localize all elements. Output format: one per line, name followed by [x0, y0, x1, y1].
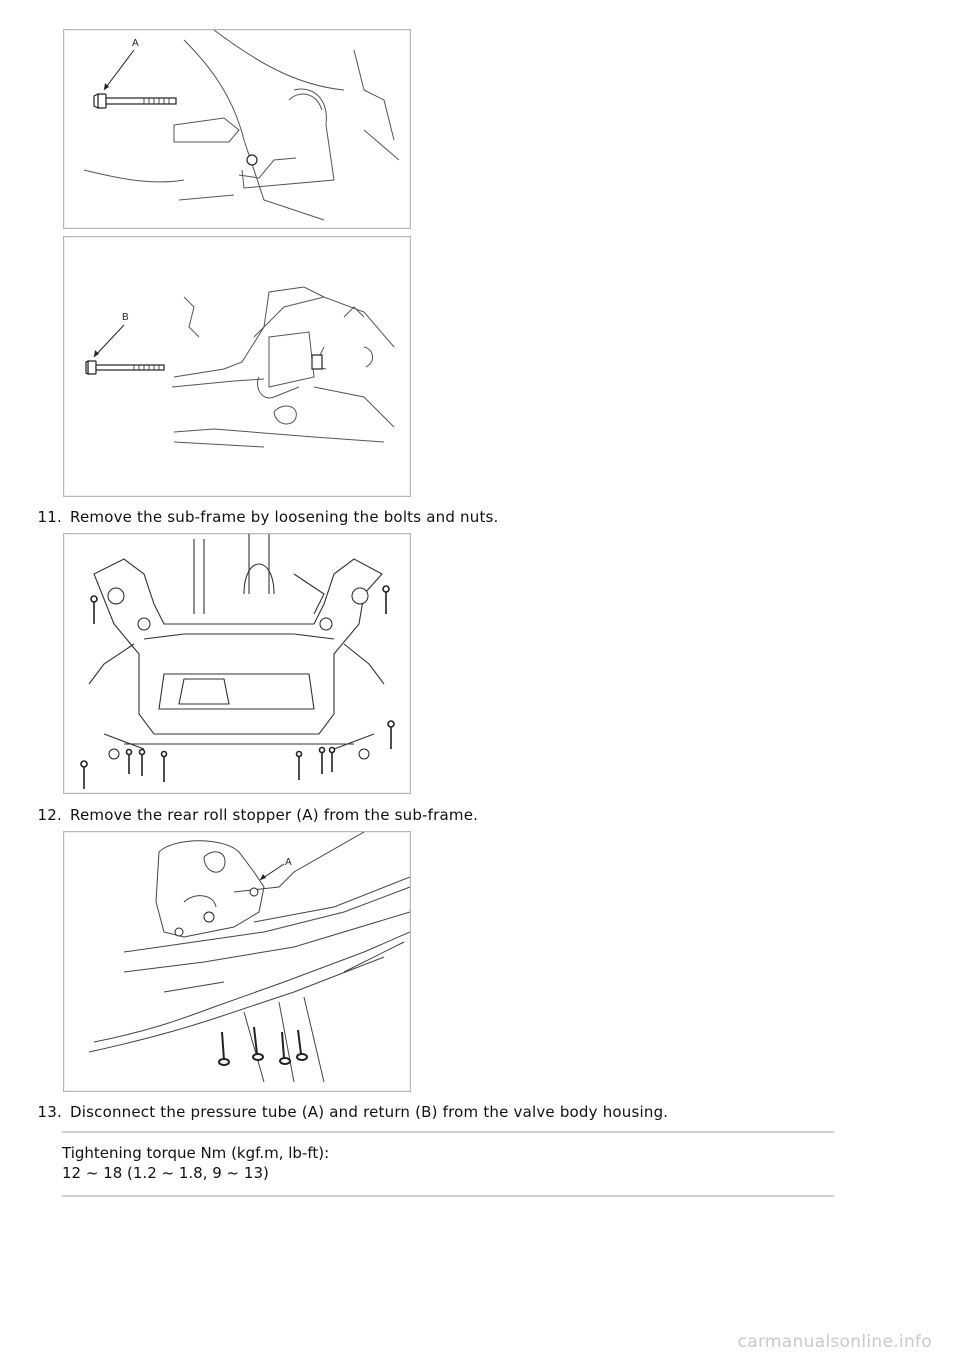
step-13 [24, 1103, 668, 1121]
step-text: Remove the rear roll stopper (A) from the sub-frame. [70, 806, 479, 824]
torque-note [62, 1131, 834, 1197]
torque-note-value: 12 ~ 18 (1.2 ~ 1.8, 9 ~ 13) [62, 1164, 269, 1182]
step-12 [24, 806, 478, 824]
step-text: Remove the sub-frame by loosening the bolts and nuts. [70, 508, 499, 526]
figure-bolt-b [63, 236, 411, 497]
figure-bolt-a [63, 29, 411, 229]
watermark: carmanualsonline.info [737, 1332, 932, 1352]
callout-label: A [132, 38, 139, 49]
torque-note-title: Tightening torque Nm (kgf.m, lb-ft): [62, 1144, 330, 1162]
sub-frame-illustration [64, 534, 410, 793]
callout-label: A [285, 857, 292, 868]
callout-label: B [122, 312, 129, 323]
rear-roll-stopper-illustration [64, 832, 410, 1091]
step-number: 11. [37, 508, 62, 526]
figure-rear-roll-stopper [63, 831, 411, 1092]
figure-sub-frame [63, 533, 411, 794]
step-number: 12. [37, 806, 62, 824]
bolt-a-illustration [64, 30, 410, 228]
step-11 [24, 508, 499, 526]
bolt-b-illustration [64, 237, 410, 496]
step-number: 13. [37, 1103, 62, 1121]
step-text: Disconnect the pressure tube (A) and return (B) from the valve body housing. [70, 1103, 669, 1121]
